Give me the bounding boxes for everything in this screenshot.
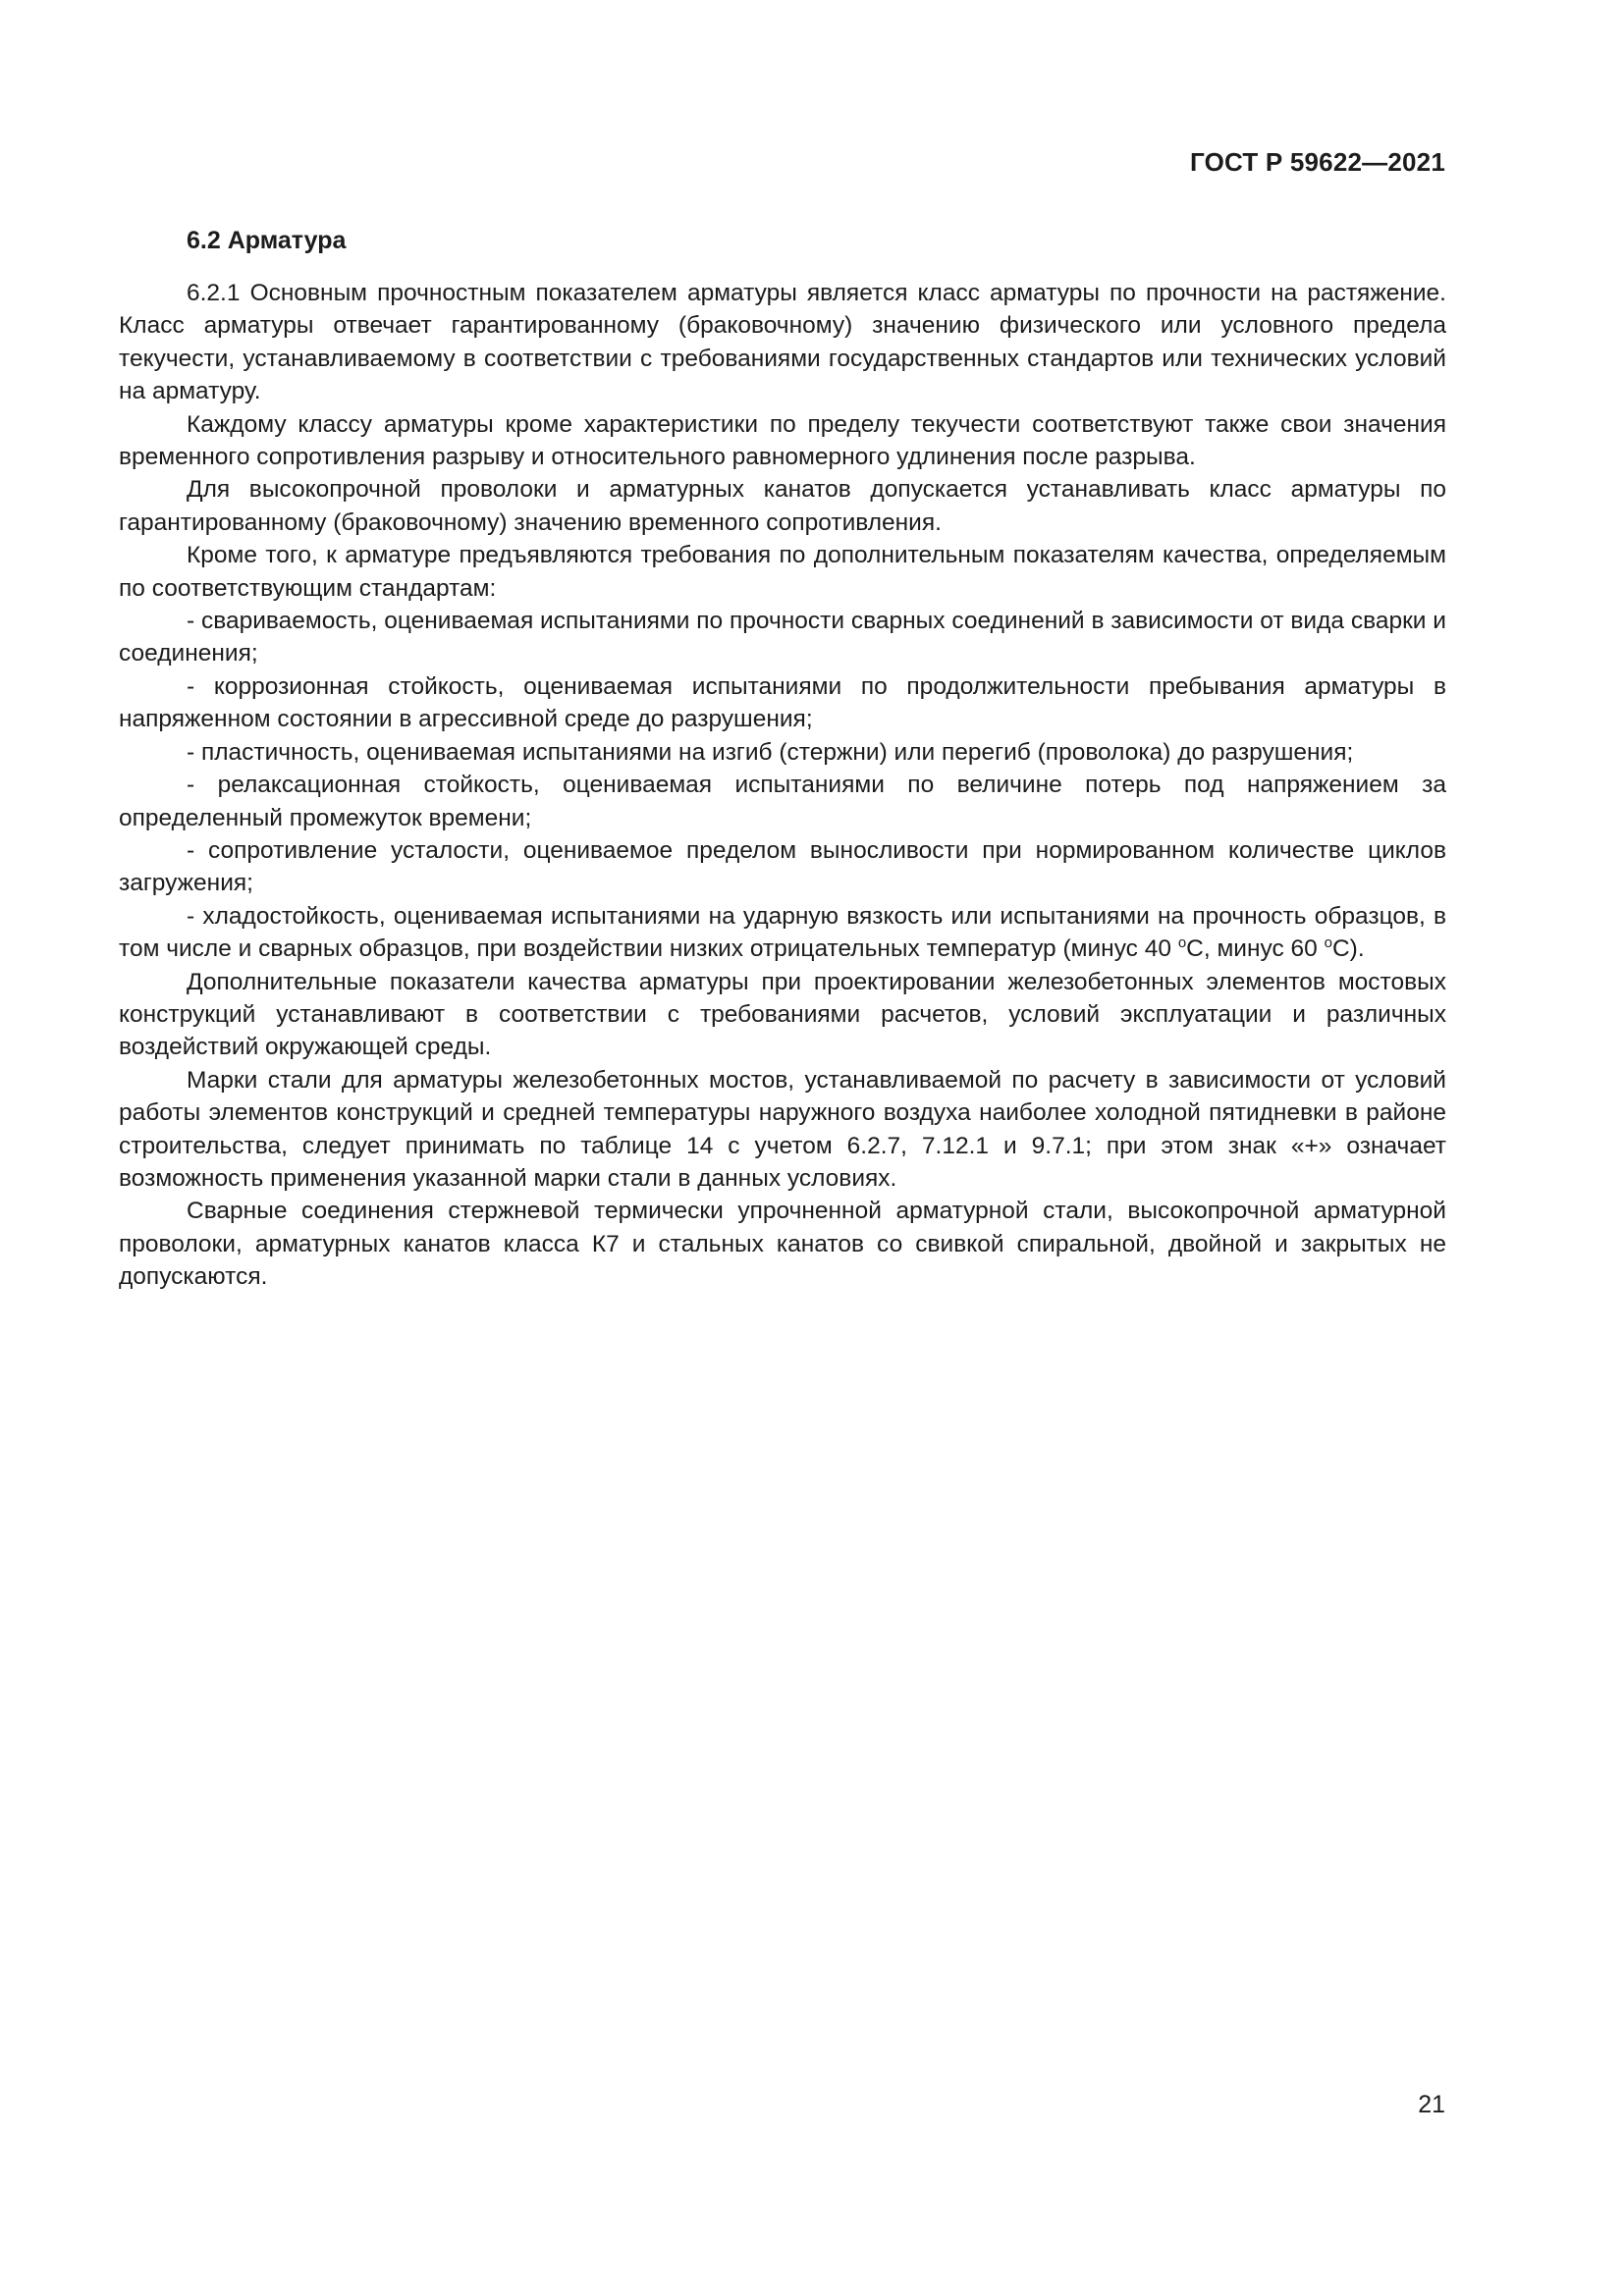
list-item-fatigue-resistance: - сопротивление усталости, оцениваемое пределом выносливости при нормированном количестве циклов загружения;: [119, 836, 1446, 897]
cold-resistance-text-before: - хладостойкость, оцениваемая испытаниями на ударную вязкость или испытаниями на прочность образцов, в том числе и сварных образцов, при воздействии низких отрицательных температур (минус 40: [119, 902, 1446, 963]
paragraph-additional-requirements: Кроме того, к арматуре предъявляются требования по дополнительным показателям качества, определяемым по соответствующим стандартам:: [119, 542, 1446, 602]
document-body: [119, 224, 1446, 1294]
paragraph-high-strength-wire: Для высокопрочной проволоки и арматурных канатов допускается устанавливать класс арматуры по гарантированному (браковочному) значению временного сопротивления.: [119, 476, 1446, 536]
list-item-corrosion-resistance: - коррозионная стойкость, оцениваемая испытаниями по продолжительности пребывания арматуры в напряженном состоянии в агрессивной среде до разрушения;: [119, 672, 1446, 733]
section-title: 6.2 Арматура: [187, 227, 347, 254]
document-code: ГОСТ Р 59622—2021: [1190, 147, 1445, 177]
paragraph-design-indicators: Дополнительные показатели качества арматуры при проектировании железобетонных элементов мостовых конструкций устанавливают в соответствии с требованиями расчетов, условий эксплуатации и различных воздействий окружающей среды.: [119, 968, 1446, 1061]
degree-sign-1: о: [1177, 934, 1187, 952]
list-item-weldability: - свариваемость, оцениваемая испытаниями по прочности сварных соединений в зависимости от вида сварки и соединения;: [119, 608, 1446, 667]
list-item-cold-resistance: [119, 900, 1446, 966]
list-item-relaxation-resistance: - релаксационная стойкость, оцениваемая испытаниями по величине потерь под напряжением за определенный промежуток времени;: [119, 772, 1446, 831]
paragraph-welded-joints: Сварные соединения стержневой термически упрочненной арматурной стали, высокопрочной арматурной проволоки, арматурных канатов класса К7 и стальных канатов со свивкой спиральной, двойной и закрытых не допускаются.: [119, 1198, 1446, 1291]
cold-resistance-text-after: С).: [1331, 935, 1365, 963]
list-item-plasticity: - пластичность, оцениваемая испытаниями на изгиб (стержни) или перегиб (проволока) до разрушения;: [187, 738, 1354, 766]
degree-sign-2: о: [1324, 934, 1332, 952]
paragraph-steel-grades: Марки стали для арматуры железобетонных мостов, устанавливаемой по расчету в зависимости от условий работы элементов конструкций и средней температуры наружного воздуха наиболее холодной пятидневки в районе строительства, следует принимать по таблице 14 с учетом 6.2.7, 7.12.1 и 9.7.1; при этом знак «+» означает возможность применения указанной марки стали в данных условиях.: [119, 1066, 1446, 1192]
cold-resistance-text-middle: С, минус 60: [1186, 935, 1325, 963]
paragraph-6-2-1: 6.2.1 Основным прочностным показателем арматуры является класс арматуры по прочности на растяжение. Класс арматуры отвечает гарантированному (браковочному) значению физического или условного предела текучести, устанавливаемому в соответствии с требованиями государственных стандартов или технических условий на арматуру.: [119, 280, 1446, 405]
page-number: 21: [1418, 2091, 1445, 2118]
paragraph-class-characteristics: Каждому классу арматуры кроме характеристики по пределу текучести соответствуют также свои значения временного сопротивления разрыву и относительного равномерного удлинения после разрыва.: [119, 410, 1446, 471]
